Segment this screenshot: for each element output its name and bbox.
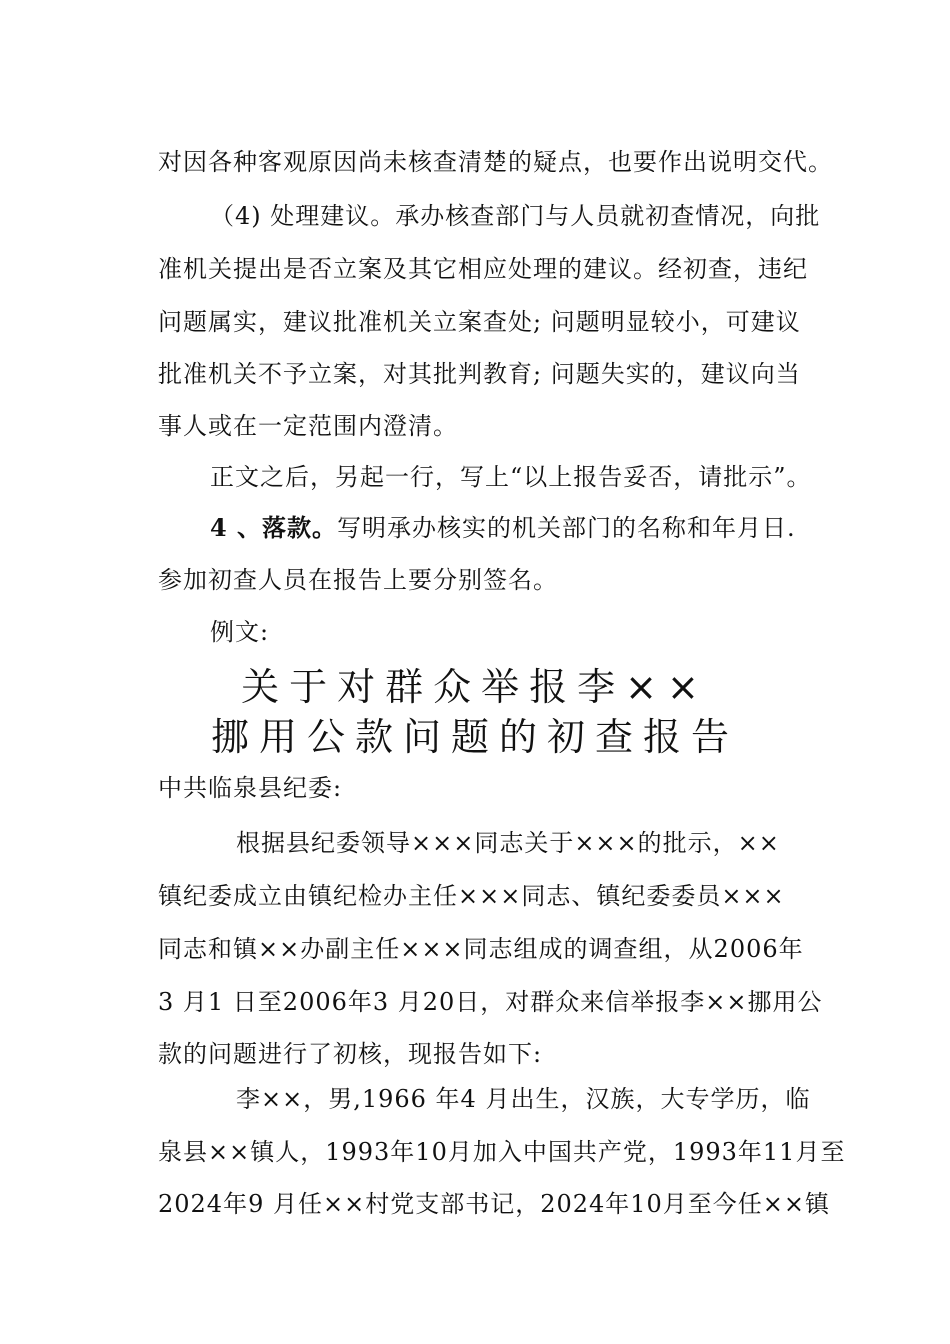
paragraph-line: 2024年9 月任××村党支部书记，2024年10月至今任××镇: [158, 1190, 831, 1218]
paragraph-line: 对因各种客观原因尚未核查清楚的疑点，也要作出说明交代。: [158, 148, 833, 176]
luokuan-line: [210, 512, 950, 544]
paragraph-line: 批准机关不予立案，对其批判教育; 问题失实的，建议向当: [158, 360, 801, 388]
paragraph-line: 同志和镇××办副主任×××同志组成的调查组，从2006年: [158, 935, 804, 963]
paragraph-line: 准机关提出是否立案及其它相应处理的建议。经初查，违纪: [158, 255, 808, 283]
example-title-line-2: 挪用公款问题的初查报告: [210, 715, 739, 759]
paragraph-line: 李××，男,1966 年4 月出生，汉族，大专学历，临: [236, 1085, 811, 1113]
luokuan-text: 写明承办核实的机关部门的名称和年月日.: [337, 514, 796, 542]
paragraph-line: 问题属实，建议批准机关立案查处; 问题明显较小，可建议: [158, 308, 801, 336]
paragraph-line: 镇纪委成立由镇纪检办主任×××同志、镇纪委委员×××: [158, 882, 785, 910]
paragraph-line: 泉县××镇人，1993年10月加入中国共产党，1993年11月至: [158, 1138, 846, 1166]
paragraph-line: 款的问题进行了初核，现报告如下:: [158, 1040, 543, 1068]
example-title-line-1: 关于对群众举报李××: [241, 665, 709, 709]
paragraph-line: （4) 处理建议。承办核查部门与人员就初查情况，向批: [210, 202, 821, 230]
paragraph-line: 根据县纪委领导×××同志关于×××的批示，××: [236, 829, 780, 857]
luokuan-heading: 4 、落款。: [210, 513, 338, 542]
addressee: 中共临泉县纪委:: [158, 774, 343, 802]
example-label: 例文:: [210, 618, 270, 646]
paragraph-line: 3 月1 日至2006年3 月20日，对群众来信举报李××挪用公: [158, 988, 823, 1016]
paragraph-line: 参加初查人员在报告上要分别签名。: [158, 566, 558, 594]
paragraph-line: 事人或在一定范围内澄清。: [158, 412, 458, 440]
paragraph-line: 正文之后，另起一行，写上“以上报告妥否，请批示”。: [210, 463, 812, 491]
